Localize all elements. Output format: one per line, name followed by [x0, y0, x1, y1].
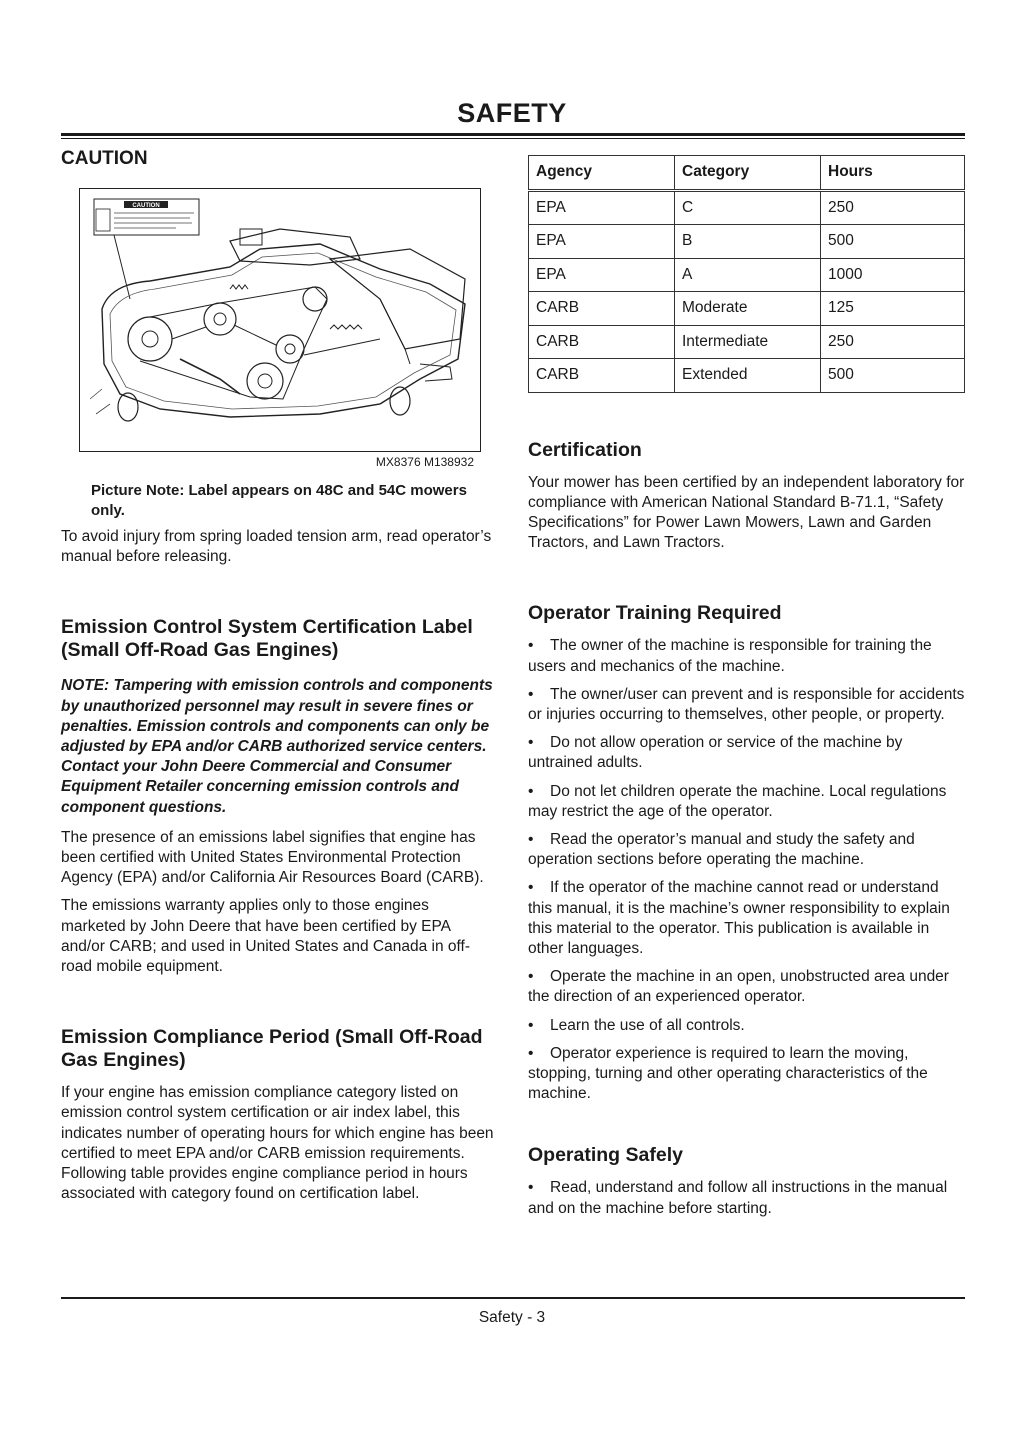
table-row [529, 325, 965, 359]
table-cell: 500 [821, 359, 965, 393]
table-cell: 500 [821, 225, 965, 259]
list-item: • The owner of the machine is responsible for training the users and mechanics of the machine. [528, 637, 932, 675]
label-heading: CAUTION [132, 203, 160, 209]
compliance-table [528, 155, 965, 393]
operating-safely-list [528, 1178, 965, 1218]
table-row [529, 225, 965, 259]
training-heading: Operator Training Required [528, 602, 782, 625]
list-item: • Do not allow operation or service of the machine by untrained adults. [528, 734, 903, 772]
header-rule-thick [61, 133, 965, 136]
table-row [529, 359, 965, 393]
certification-heading: Certification [528, 438, 642, 461]
emission-para-2: The emissions warranty applies only to those engines marketed by John Deere that have been certified by EPA and/or CARB; and used in United States and Canada in off-road mobile equipment. [61, 897, 471, 976]
bullet-icon: • [528, 685, 534, 703]
table-row [529, 292, 965, 326]
bullet-icon: • [528, 879, 534, 897]
table-cell: C [675, 190, 821, 225]
table-cell: EPA [529, 225, 675, 259]
table-cell: CARB [529, 325, 675, 359]
list-item: • The owner/user can prevent and is responsible for accidents or injuries occurring to themselves, other people, or property. [528, 685, 965, 723]
table-header-hours: Hours [821, 156, 965, 191]
certification-text: Your mower has been certified by an independent laboratory for compliance with American National Standard B-71.1, “Safety Specifications” for Power Lawn Mowers, Lawn and Garden Tractors, and Lawn Tractors. [528, 473, 965, 552]
list-item: • Do not let children operate the machine. Local regulations may restrict the age of the operator. [528, 782, 947, 820]
bullet-icon: • [528, 734, 534, 752]
list-item: • Read the operator’s manual and study the safety and operation sections before operating the machine. [528, 830, 915, 869]
table-header-row [529, 156, 965, 191]
table-cell: Extended [675, 359, 821, 393]
table-cell: A [675, 258, 821, 292]
table-cell: B [675, 225, 821, 259]
page-footer: Safety - 3 [478, 1309, 546, 1326]
table-header-agency: Agency [529, 156, 675, 191]
emission-note: NOTE: Tampering with emission controls and components by unauthorized personnel may result in severe fines or penalties. Emission controls and components can only be adjusted by EPA and/or CARB authorized service centers. Contact your John Deere Commercial and Consumer Equipment Retailer concerning emission controls and component questions. [61, 677, 493, 816]
bullet-icon: • [528, 1016, 534, 1034]
caution-heading: CAUTION [61, 148, 148, 169]
bullet-icon: • [528, 968, 534, 986]
table-row [529, 258, 965, 292]
list-item: • Operate the machine in an open, unobstructed area under the direction of an experienced operator. [528, 968, 949, 1006]
left-column [61, 146, 495, 1204]
compliance-text: If your engine has emission compliance category listed on emission control system certification or air index label, this indicates number of operating hours for which engine has been certified to meet EPA and/or CARB emission requirements. Following table provides engine compliance period in hours associated with category found on certification label. [61, 1084, 494, 1203]
table-cell: CARB [529, 292, 675, 326]
compliance-heading: Emission Compliance Period (Small Off-Road Gas Engines) [61, 1026, 483, 1072]
header-rule-thin [61, 138, 965, 139]
bullet-icon: • [528, 637, 534, 655]
mower-deck-illustration [80, 189, 480, 451]
emission-label-heading: Emission Control System Certification Label (Small Off-Road Gas Engines) [61, 616, 473, 662]
table-cell: 1000 [821, 258, 965, 292]
table-cell: CARB [529, 359, 675, 393]
page-title: SAFETY [457, 98, 567, 128]
table-header-category: Category [675, 156, 821, 191]
footer-rule [61, 1297, 965, 1299]
list-item: • Read, understand and follow all instructions in the manual and on the machine before starting. [528, 1179, 948, 1217]
bullet-icon: • [528, 1179, 534, 1197]
list-item: • If the operator of the machine cannot read or understand this manual, it is the machine’s owner responsibility to explain this material to the operator. This publication is available in other languages. [528, 879, 950, 957]
list-item: • Learn the use of all controls. [528, 1016, 965, 1036]
operating-safely-heading: Operating Safely [528, 1144, 683, 1167]
list-item: • Operator experience is required to learn the moving, stopping, turning and other operating characteristics of the machine. [528, 1044, 928, 1103]
picture-note: Picture Note: Label appears on 48C and 54C mowers only. [91, 482, 467, 519]
table-row [529, 190, 965, 225]
bullet-icon: • [528, 830, 534, 848]
table-cell: EPA [529, 258, 675, 292]
right-column [528, 155, 965, 1227]
figure-code: MX8376 M138932 [375, 455, 474, 469]
table-cell: EPA [529, 190, 675, 225]
table-cell: 125 [821, 292, 965, 326]
bullet-icon: • [528, 782, 534, 800]
emission-para-1: The presence of an emissions label signifies that engine has been certified with United States Environmental Protection Agency (EPA) and/or California Air Resources Board (CARB). [61, 828, 484, 887]
mower-deck-figure [79, 188, 481, 452]
bullet-icon: • [528, 1044, 534, 1062]
caution-text: To avoid injury from spring loaded tension arm, read operator’s manual before releasing. [61, 528, 492, 566]
training-list [528, 636, 965, 1104]
table-cell: Moderate [675, 292, 821, 326]
table-cell: Intermediate [675, 325, 821, 359]
table-cell: 250 [821, 325, 965, 359]
table-cell: 250 [821, 190, 965, 225]
